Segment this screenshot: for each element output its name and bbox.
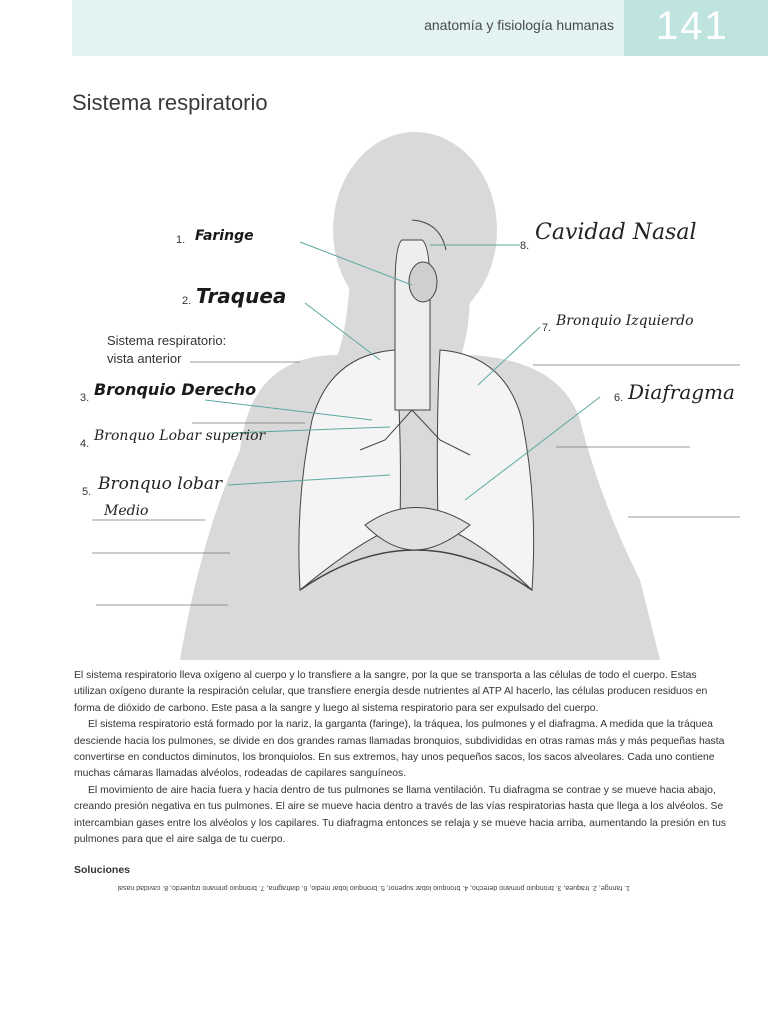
header-band bbox=[72, 0, 624, 56]
label-number-2: 2. bbox=[182, 295, 192, 307]
section-title: anatomía y fisiología humanas bbox=[424, 17, 614, 33]
solutions-text: 1. faringe, 2. tráquea, 3. bronquio primario derecho, 4. bronquio lobar superior, 5. bronquio lobar medio, 6. diafragma, 7. bronquio primario izquierdo, 8. cavidad nasal bbox=[117, 884, 630, 891]
solutions-heading: Soluciones bbox=[74, 864, 131, 876]
label-number-6: 6. bbox=[614, 392, 624, 404]
paragraph-3: El movimiento de aire hacia fuera y hacia dentro de tus pulmones se llama ventilación. Tu diafragma se contrae y se mueve hacia abajo, creando presión negativa en tus pulmones. El aire se mueve hacia dentro a través de las vías respiratorias hasta que llega a los alvéolos. Se intercambian gases entre los alvéolos y los capilares. Tu diafragma entonces se relaja y se mueve hacia arriba, aumentando la presión en tus pulmones para que el aire salga de tu cuerpo. bbox=[74, 784, 727, 846]
label-number-1: 1. bbox=[176, 234, 186, 246]
answer-2: Traquea bbox=[196, 284, 287, 308]
page-number: 141 bbox=[656, 4, 729, 48]
answer-5-line2: Medio bbox=[104, 503, 149, 519]
answer-1: Faringe bbox=[195, 228, 254, 244]
figure-subtitle bbox=[107, 332, 226, 368]
answer-5-line1: Bronquo lobar bbox=[98, 474, 223, 494]
paragraph-2: El sistema respiratorio está formado por la nariz, la garganta (faringe), la tráquea, los pulmones y el diafragma. A medida que la tráquea desciende hacia los pulmones, se divide en dos grandes ramas llamadas bronquios, subdivididas en otras ramas más y más pequeñas hasta convertirse en conductos diminutos, los bronquiolos. En sus extremos, hay unos pequeños sacos, los sacos alveolares. Cada uno contiene muchas cámaras llamadas alvéolos, rodeadas de capilares sanguíneos. bbox=[74, 719, 725, 780]
label-number-8: 8. bbox=[520, 240, 530, 252]
label-number-4: 4. bbox=[80, 438, 90, 450]
answer-8: Cavidad Nasal bbox=[535, 220, 697, 245]
body-text bbox=[74, 668, 728, 848]
figure-subtitle-line2: vista anterior bbox=[107, 351, 182, 366]
label-number-3: 3. bbox=[80, 392, 90, 404]
paragraph-1: El sistema respiratorio lleva oxígeno al cuerpo y lo transfiere a la sangre, por la que se transporta a las células de todo el cuerpo. Estas utilizan oxígeno durante la respiración celular, que transfiere energía desde nutrientes al ATP Al hacerlo, las células producen residuos en forma de dióxido de carbono. Este pasa a la sangre y luego al sistema respiratorio para ser expulsado del cuerpo. bbox=[74, 670, 708, 714]
answer-3: Bronquio Derecho bbox=[94, 380, 257, 399]
label-number-5: 5. bbox=[82, 486, 92, 498]
answer-6: Diafragma bbox=[628, 380, 735, 404]
page-title: Sistema respiratorio bbox=[72, 90, 268, 115]
figure-subtitle-line1: Sistema respiratorio: bbox=[107, 333, 227, 348]
answer-7: Bronquio Izquierdo bbox=[556, 313, 694, 329]
label-number-7: 7. bbox=[542, 322, 552, 334]
page-number-box bbox=[624, 0, 768, 56]
answer-4: Bronquo Lobar superior bbox=[94, 428, 266, 444]
